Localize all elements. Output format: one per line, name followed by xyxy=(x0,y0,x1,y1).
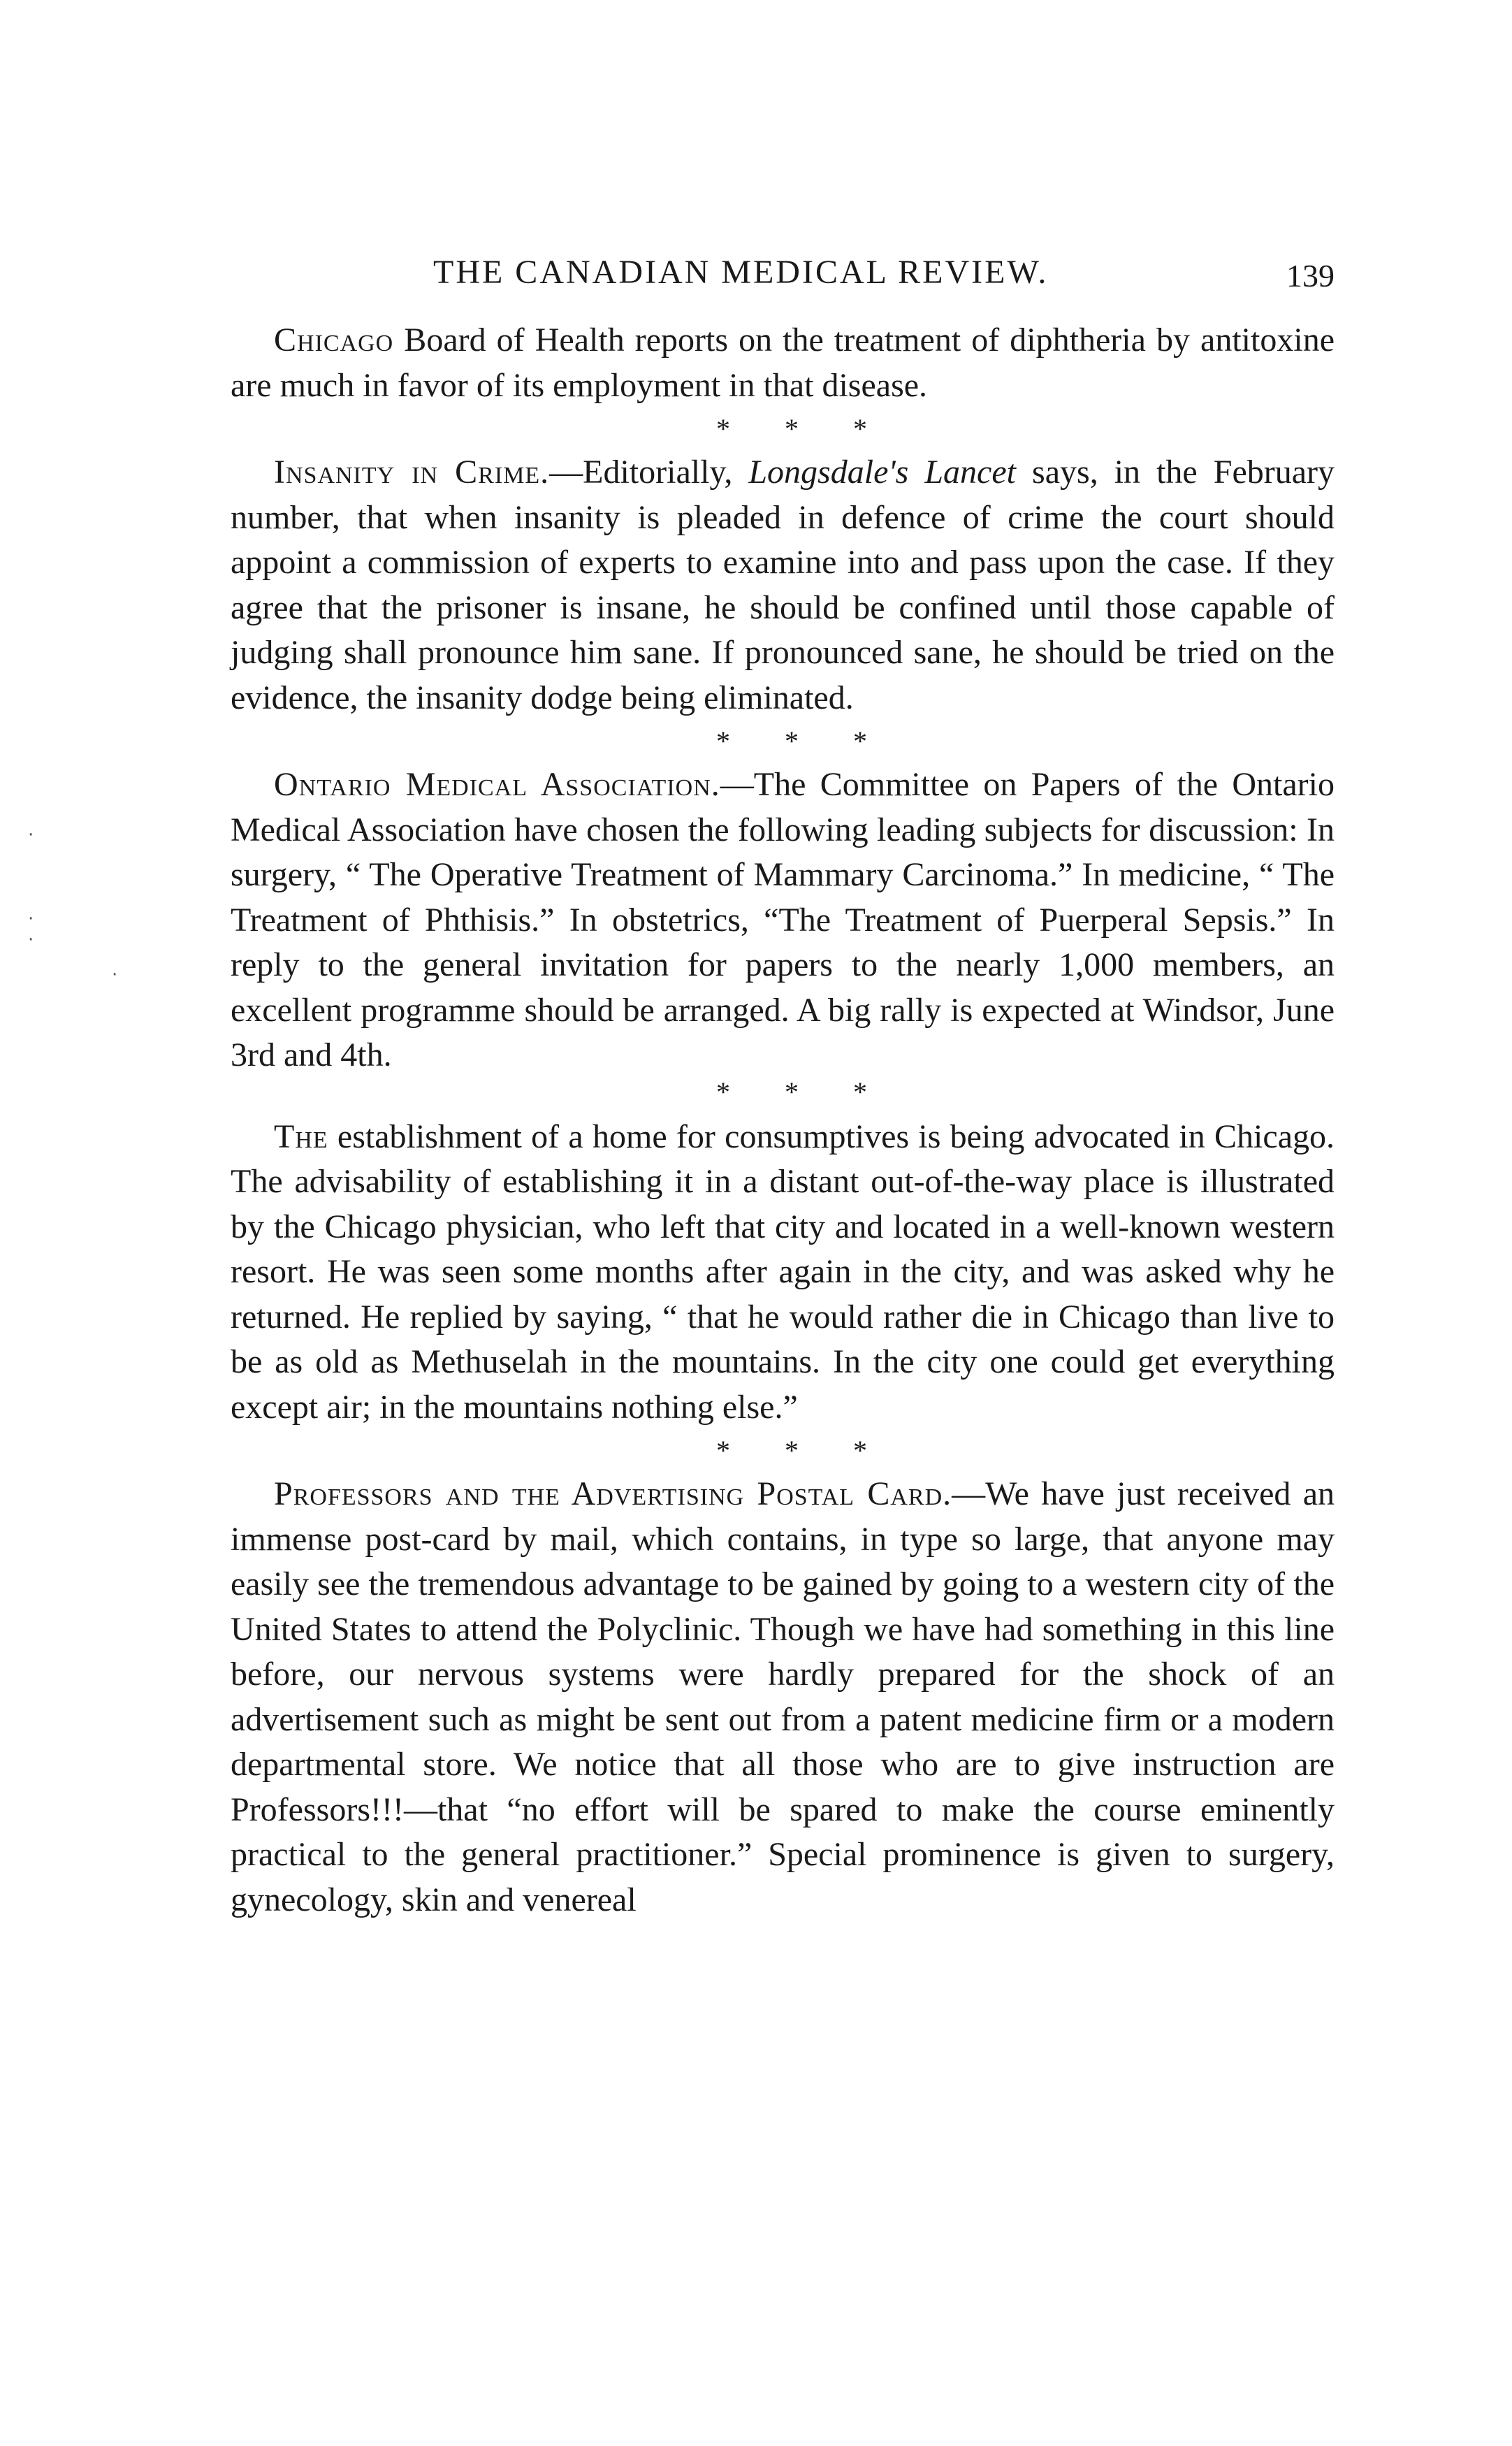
article-lead: Ontario Medical Association. xyxy=(274,766,720,803)
article-lead: Professors and the Advertising Postal Card. xyxy=(274,1475,952,1512)
section-separator: * * * xyxy=(716,1435,891,1466)
article-chicago-board xyxy=(231,318,1335,408)
margin-speck: · xyxy=(112,964,118,985)
article-professors-postal-card xyxy=(231,1472,1335,1923)
article-body: says, in the February number, that when insanity is pleaded in defence of crime the court should appoint a commission of experts to examine into and pass upon the case. If they agree that the prisoner is insane, he should be confined until those capable of judging shall pronounce him sane. If pronounced sane, he should be tried on the evidence, the insanity dodge being eliminated. xyxy=(231,454,1335,716)
section-separator: * * * xyxy=(716,413,891,444)
article-body: —We have just received an immense post-card by mail, which contains, in type so large, that anyone may easily see the tremendous advantage to be gained by going to a western city of the United States to attend the Polyclinic. Though we have had something in this line before, our nervous systems were hardly prepared for the shock of an advertisement such as might be sent out from a patent medicine firm or a modern departmental store. We notice that all those who are to give instruction are Professors!!!—that “no effort will be spared to make the course eminently practical to the general practitioner.” Special prominence is given to surgery, gynecology, skin and venereal xyxy=(231,1475,1335,1918)
article-consumptives-home xyxy=(231,1115,1335,1431)
journal-title: Longsdale's Lancet xyxy=(748,454,1016,491)
article-lead: The xyxy=(274,1117,328,1155)
article-body: —The Committee on Papers of the Ontario Medical Association have chosen the following leading subjects for discussion: In surgery, “ The Operative Treatment of Mammary Carcinoma.” In medicine, “ The Treatment of Phthisis.” In obstetrics, “The Treatment of Puerperal Sepsis.” In reply to the general invitation for papers to the nearly 1,000 members, an excellent programme should be arranged. A big rally is expected at Windsor, June 3rd and 4th. xyxy=(231,766,1335,1073)
margin-speck: · xyxy=(28,909,34,929)
article-lead: Insanity in Crime. xyxy=(274,454,550,491)
article-ontario-medical-association xyxy=(231,762,1335,1078)
margin-speck: · xyxy=(28,825,34,846)
article-column xyxy=(231,318,1335,1923)
article-body: establishment of a home for consumptives is being advocated in Chicago. The advisability of establishing it in a distant out-of-the-way place is illustrated by the Chicago physician, who left that city and located in a well-known western resort. He was seen some months after again in the city, and was asked why he returned. He replied by saying, “ that he would rather die in Chicago than live to be as old as Methuselah in the mountains. In the city one could get everything except air; in the mountains nothing else.” xyxy=(231,1117,1335,1426)
margin-speck: · xyxy=(28,929,34,950)
running-title: THE CANADIAN MEDICAL REVIEW. xyxy=(433,254,1049,291)
article-body: Board of Health reports on the treatment of diphtheria by antitoxine are much in favor of its employment in that disease. xyxy=(231,321,1335,404)
page-number: 139 xyxy=(1286,258,1335,294)
article-body-intro: —Editorially, xyxy=(549,454,749,491)
page-header xyxy=(231,253,1335,302)
article-insanity-in-crime xyxy=(231,450,1335,721)
section-separator: * * * xyxy=(716,1076,891,1108)
article-lead: Chicago xyxy=(274,321,394,359)
section-separator: * * * xyxy=(716,725,891,757)
